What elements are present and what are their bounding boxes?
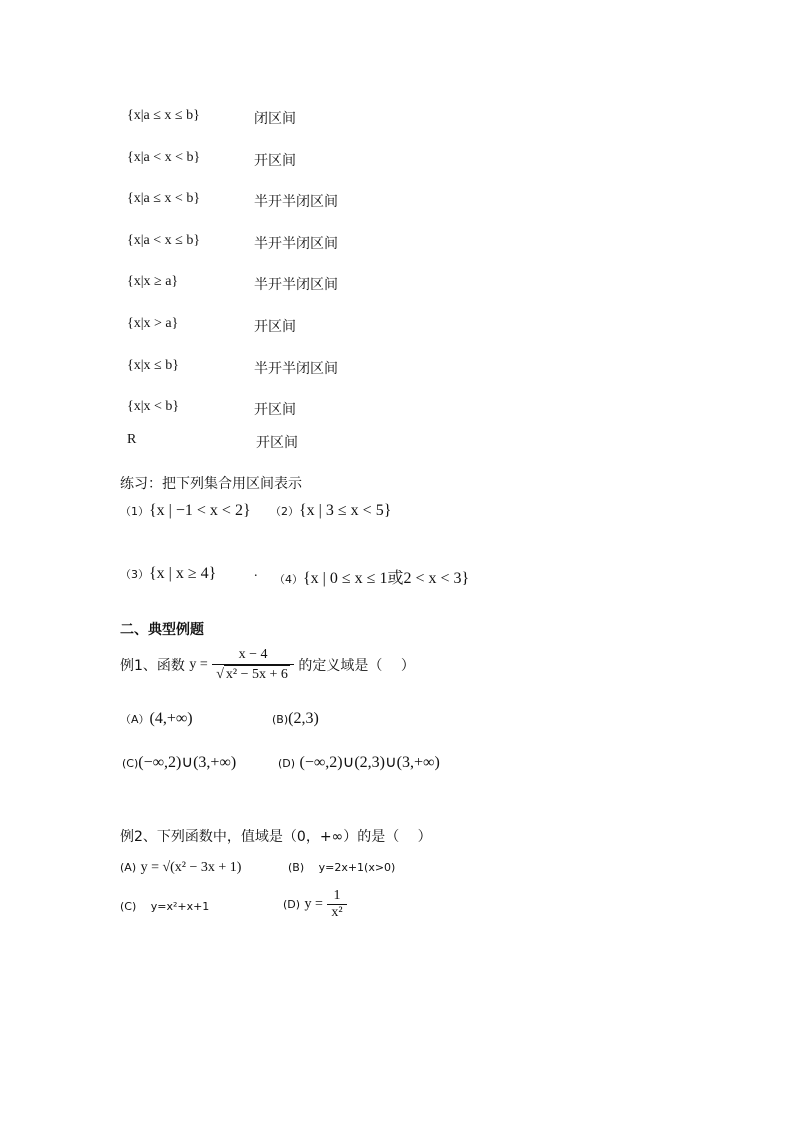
interval-type-1: 闭区间 (254, 111, 296, 127)
example1-radicand: x² − 5x + 6 (225, 667, 288, 682)
example1-suffix: 的定义域是（ ） (298, 658, 415, 674)
interval-type-7: 半开半闭区间 (254, 361, 338, 377)
example1-option-a (120, 710, 193, 728)
exercise-label-3: （3） (120, 568, 149, 581)
example1-option-d-value: (−∞,2)∪(2,3)∪(3,+∞) (299, 754, 440, 771)
example2-option-b-value: y=2x+1(x>0) (318, 861, 396, 874)
example1-option-b-value: (2,3) (288, 710, 319, 727)
exercise-item-2 (270, 502, 391, 520)
example1-option-a-label: （A） (120, 713, 150, 726)
example2-option-c (120, 898, 209, 914)
example1-numerator: x − 4 (212, 646, 294, 665)
interval-type-4: 半开半闭区间 (254, 236, 338, 252)
example1-option-d (278, 752, 440, 772)
example1-option-c (122, 752, 236, 772)
example1-lhs: y = (189, 657, 208, 672)
example2-option-a-value: y = √(x² − 3x + 1) (140, 860, 242, 875)
interval-type-3: 半开半闭区间 (254, 194, 338, 210)
interval-set-7: {x|x ≤ b} (127, 358, 179, 373)
interval-type-6: 开区间 (254, 319, 296, 335)
section-heading: 二、典型例题 (120, 622, 204, 638)
example1-option-d-label: (D) (278, 757, 296, 770)
example1-denominator (212, 665, 294, 684)
exercise-item-4 (274, 565, 469, 588)
exercise-dot: . (254, 565, 258, 580)
exercise-title: 练习：把下列集合用区间表示 (120, 476, 302, 492)
interval-set-8: {x|x < b} (127, 399, 180, 414)
interval-set-9: R (127, 432, 137, 447)
interval-type-9: 开区间 (256, 435, 298, 451)
exercise-label-2: （2） (270, 505, 299, 518)
example1-option-b-label: (B) (272, 713, 289, 726)
example1-fraction (212, 646, 294, 684)
interval-type-5: 半开半闭区间 (254, 277, 338, 293)
interval-type-8: 开区间 (254, 402, 296, 418)
interval-set-5: {x|x ≥ a} (127, 274, 179, 289)
example1-question (120, 646, 415, 684)
example2-option-b-label: (B) (288, 861, 305, 874)
exercise-expr-2: {x | 3 ≤ x < 5} (299, 502, 392, 519)
interval-set-2: {x|a < x < b} (127, 150, 201, 165)
example2-question: 例2、下列函数中，值域是（0，+∞）的是（ ） (120, 829, 432, 845)
example2-option-a-label: (A) (120, 861, 137, 874)
example1-option-b (272, 710, 319, 728)
exercise-label-1: （1） (120, 505, 149, 518)
exercise-expr-3: {x | x ≥ 4} (149, 565, 217, 582)
interval-set-1: {x|a ≤ x ≤ b} (127, 108, 200, 123)
interval-set-3: {x|a ≤ x < b} (127, 191, 201, 206)
example2-option-d (283, 888, 347, 921)
example1-prefix: 例1、函数 (120, 658, 185, 674)
example2-option-d-lhs: y = (304, 896, 323, 912)
example2-option-a (120, 859, 241, 876)
example1-option-a-value: (4,+∞) (149, 710, 193, 727)
interval-set-6: {x|x > a} (127, 316, 179, 331)
exercise-item-3 (120, 565, 216, 583)
exercise-expr-4: {x | 0 ≤ x ≤ 1或2 < x < 3} (303, 570, 470, 587)
example2-option-c-value: y=x²+x+1 (150, 900, 210, 913)
example1-option-c-label: (C) (122, 757, 139, 770)
example2-option-b (288, 859, 395, 875)
example2-option-c-label: (C) (120, 900, 137, 913)
interval-type-2: 开区间 (254, 153, 296, 169)
exercise-expr-1: {x | −1 < x < 2} (149, 502, 251, 519)
sqrt-icon: √ (216, 667, 224, 682)
example2-option-d-fraction (327, 888, 346, 921)
example2-option-d-den: x² (331, 905, 343, 920)
exercise-item-1 (120, 502, 251, 520)
interval-set-4: {x|a < x ≤ b} (127, 233, 201, 248)
example2-option-d-label: (D) (283, 898, 301, 911)
example1-option-c-value: (−∞,2)∪(3,+∞) (138, 754, 237, 771)
exercise-label-4: （4） (274, 573, 303, 586)
example2-option-d-num: 1 (327, 888, 346, 905)
